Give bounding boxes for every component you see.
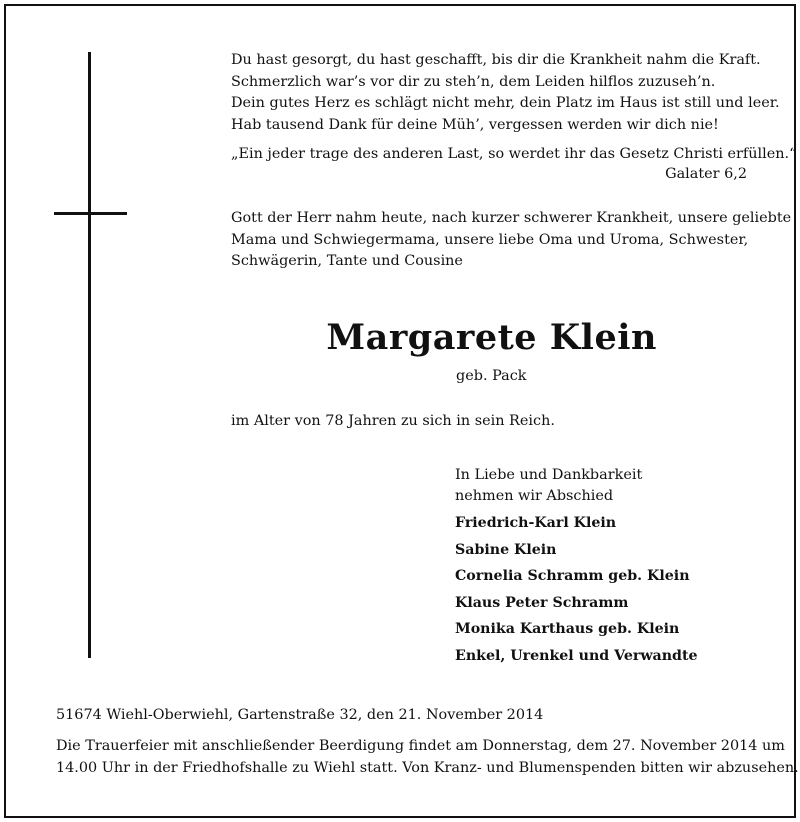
cross-icon-vertical-bar	[88, 52, 91, 658]
quote-source: Galater 6,2	[665, 166, 747, 182]
mourner-name: Klaus Peter Schramm	[455, 594, 629, 611]
bible-quote	[231, 144, 797, 184]
mourner-list	[455, 510, 698, 669]
funeral-line: Die Trauerfeier mit anschließender Beerdigung findet am Donnerstag, dem 27. November 2014 um	[56, 738, 785, 754]
family-intro-line: In Liebe und Dankbarkeit	[455, 467, 643, 483]
quote-text: „Ein jeder trage des anderen Last, so werdet ihr das Gesetz Christi erfüllen.“	[231, 146, 797, 162]
mourner-name: Friedrich-Karl Klein	[455, 515, 617, 531]
memorial-poem	[231, 50, 780, 136]
address-and-date: 51674 Wiehl-Oberwiehl, Gartenstraße 32, den 21. November 2014	[56, 707, 544, 723]
family-intro-line: nehmen wir Abschied	[455, 488, 614, 504]
maiden-name: geb. Pack	[456, 368, 527, 384]
mourner-name: Cornelia Schramm geb. Klein	[455, 568, 690, 584]
family-signature	[455, 465, 698, 669]
age-line: im Alter von 78 Jahren zu sich in sein Reich.	[231, 413, 555, 429]
cross-icon-horizontal-bar	[54, 212, 127, 215]
poem-line: Du hast gesorgt, du hast geschafft, bis dir die Krankheit nahm die Kraft.	[231, 52, 761, 68]
announcement-line: Schwägerin, Tante und Cousine	[231, 253, 463, 269]
death-announcement	[231, 208, 792, 273]
mourner-name: Enkel, Urenkel und Verwandte	[455, 647, 698, 664]
funeral-line: 14.00 Uhr in der Friedhofshalle zu Wiehl statt. Von Kranz- und Blumenspenden bitten wir abzusehen.	[56, 759, 799, 776]
announcement-line: Mama und Schwiegermama, unsere liebe Oma und Uroma, Schwester,	[231, 231, 749, 248]
mourner-name: Sabine Klein	[455, 541, 557, 558]
poem-line: Schmerzlich war’s vor dir zu steh’n, dem Leiden hilflos zuzuseh’n.	[231, 73, 716, 90]
mourner-name: Monika Karthaus geb. Klein	[455, 621, 680, 637]
deceased-name: Margarete Klein	[326, 317, 657, 358]
announcement-line: Gott der Herr nahm heute, nach kurzer schwerer Krankheit, unsere geliebte	[231, 210, 792, 226]
poem-line: Dein gutes Herz es schlägt nicht mehr, dein Platz im Haus ist still und leer.	[231, 95, 780, 111]
poem-line: Hab tausend Dank für deine Müh’, vergessen werden wir dich nie!	[231, 116, 719, 133]
funeral-details	[56, 736, 799, 779]
